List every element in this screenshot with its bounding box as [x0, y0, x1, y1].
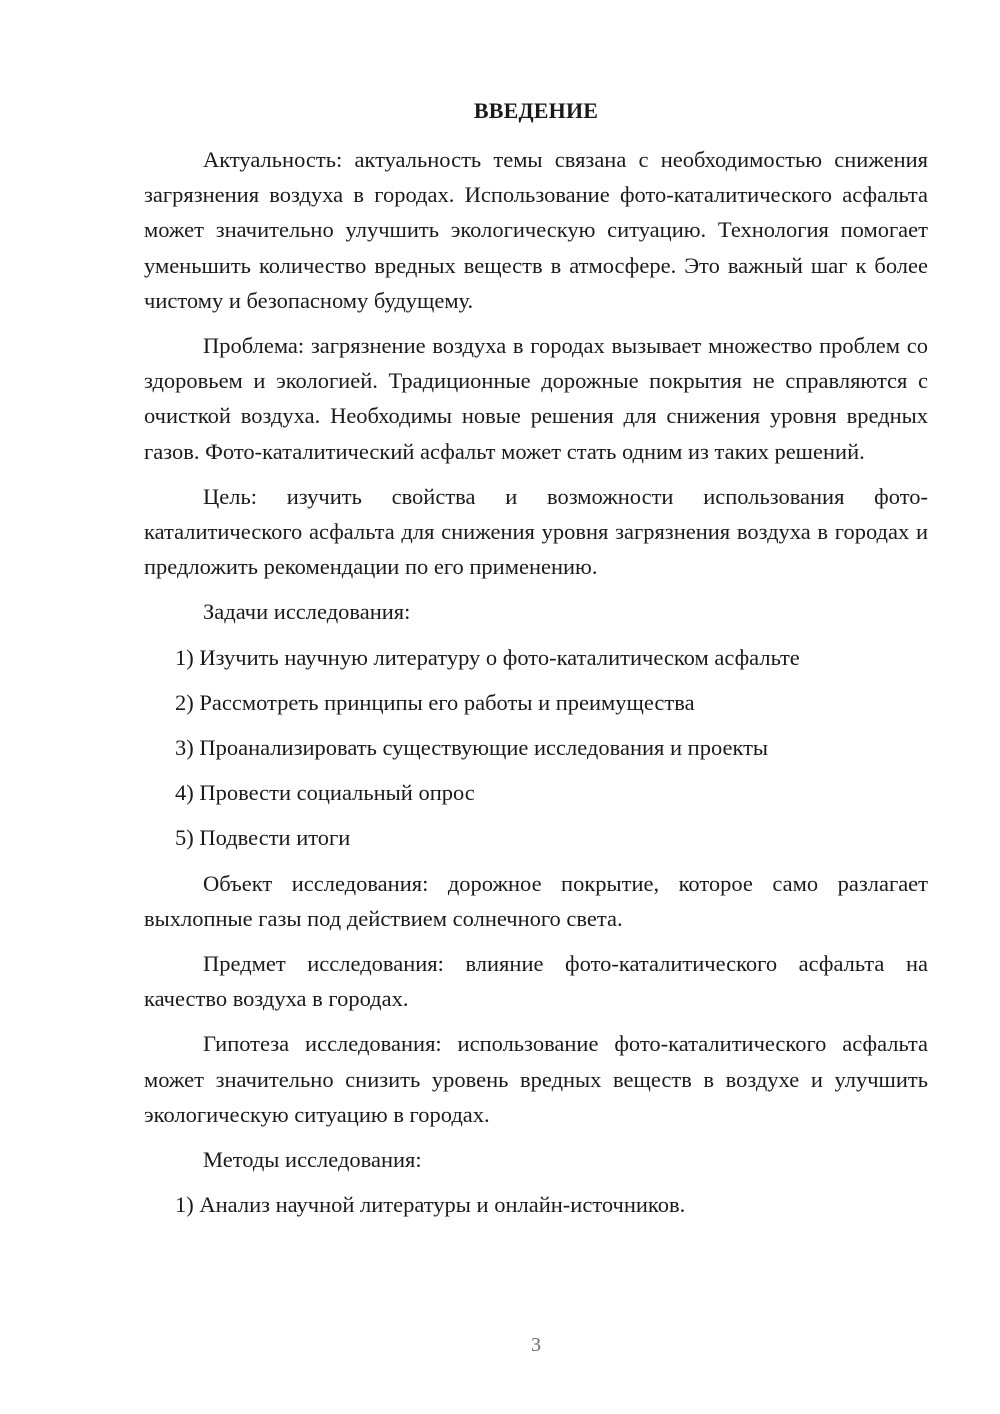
- methods-title: Методы исследования:: [203, 1147, 422, 1173]
- tasks-title: Задачи исследования:: [203, 599, 411, 625]
- list-item: 1) Анализ научной литературы и онлайн-источников.: [175, 1192, 686, 1218]
- paragraph-hypothesis: Гипотеза исследования: использование фото-каталитического асфальта может значительно снизить уровень вредных веществ в воздухе и улучшить экологическую ситуацию в городах.: [144, 1031, 928, 1127]
- section-heading: ВВЕДЕНИЕ: [473, 98, 599, 123]
- list-item: 2) Рассмотреть принципы его работы и преимущества: [175, 689, 695, 715]
- paragraph-subject: Предмет исследования: влияние фото-каталитического асфальта на качество воздуха в городах.: [144, 951, 928, 1012]
- methods-list: [144, 1187, 928, 1222]
- document-body: [144, 142, 928, 1232]
- list-item: 1) Изучить научную литературу о фото-каталитическом асфальте: [175, 644, 800, 670]
- paragraph-object: Объект исследования: дорожное покрытие, которое само разлагает выхлопные газы под действием солнечного света.: [144, 870, 928, 931]
- paragraph-problem: Проблема: загрязнение воздуха в городах вызывает множество проблем со здоровьем и экологией. Традиционные дорожные покрытия не справляются с очисткой воздуха. Необходимы новые решения для снижения уровня вредных газов. Фото-каталитический асфальт может стать одним из таких решений.: [144, 333, 928, 464]
- page-number: 3: [531, 1334, 541, 1356]
- list-item: 3) Проанализировать существующие исследования и проекты: [175, 735, 769, 761]
- list-item: 5) Подвести итоги: [175, 825, 351, 851]
- list-item: 4) Провести социальный опрос: [175, 780, 475, 806]
- tasks-list: [144, 640, 928, 856]
- paragraph-goal: Цель: изучить свойства и возможности использования фото-каталитического асфальта для снижения уровня загрязнения воздуха в городах и предложить рекомендации по его применению.: [144, 483, 928, 580]
- paragraph-relevance: Актуальность: актуальность темы связана с необходимостью снижения загрязнения воздуха в городах. Использование фото-каталитического асфальта может значительно улучшить экологическую ситуацию. Технология помогает уменьшить количество вредных веществ в атмосфере. Это важный шаг к более чистому и безопасному будущему.: [144, 147, 928, 313]
